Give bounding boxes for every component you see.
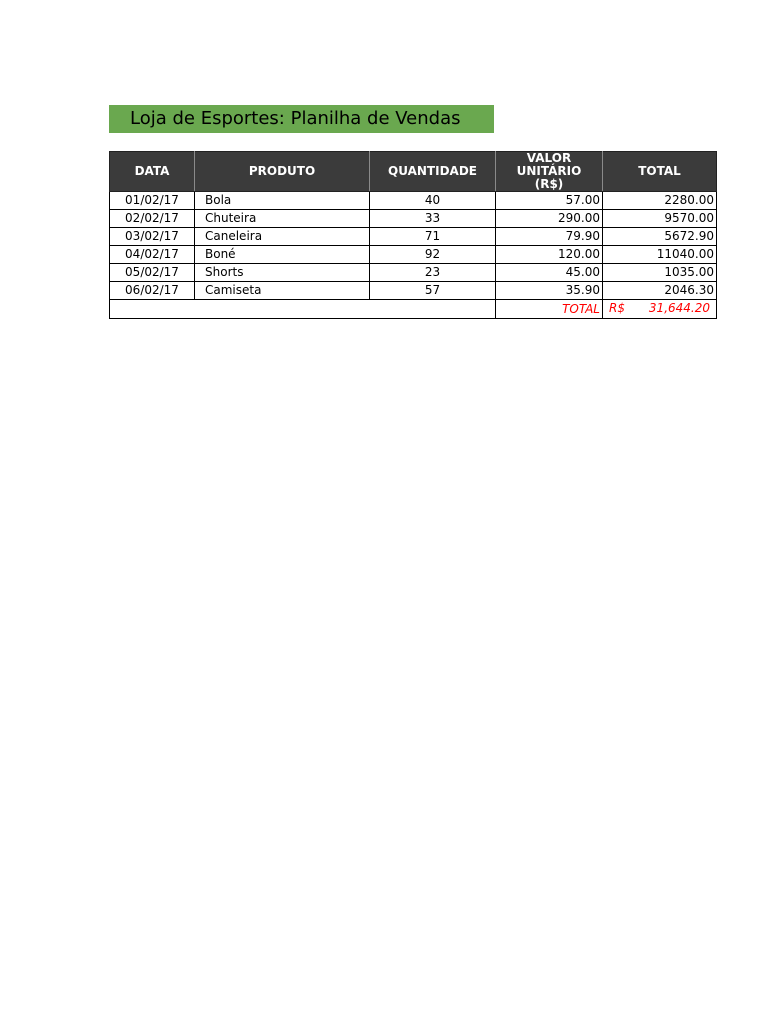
cell-produto[interactable]: Chuteira [195,210,370,228]
cell-valor-unitario[interactable]: 290.00 [496,210,603,228]
header-valor-unitario-line1: VALOR UNITÁRIO [516,151,582,178]
cell-total[interactable]: 2280.00 [603,192,717,210]
cell-produto[interactable]: Shorts [195,264,370,282]
cell-valor-unitario[interactable]: 35.90 [496,282,603,300]
cell-quantidade[interactable]: 57 [370,282,496,300]
cell-valor-unitario[interactable]: 45.00 [496,264,603,282]
cell-quantidade[interactable]: 71 [370,228,496,246]
table-row [110,282,717,300]
cell-total[interactable]: 1035.00 [603,264,717,282]
summary-blank-cell[interactable] [110,300,496,319]
grand-total-currency: R$ [609,301,625,315]
cell-quantidade[interactable]: 33 [370,210,496,228]
sheet-title: Loja de Esportes: Planilha de Vendas [109,105,494,133]
cell-produto[interactable]: Caneleira [195,228,370,246]
cell-total[interactable]: 2046.30 [603,282,717,300]
table-row [110,228,717,246]
cell-data[interactable]: 05/02/17 [110,264,195,282]
table-row [110,246,717,264]
cell-produto[interactable]: Camiseta [195,282,370,300]
summary-row [110,300,717,319]
cell-total[interactable]: 11040.00 [603,246,717,264]
cell-produto[interactable]: Bola [195,192,370,210]
header-data: DATA [110,152,195,192]
cell-quantidade[interactable]: 92 [370,246,496,264]
table-row [110,210,717,228]
cell-quantidade[interactable]: 40 [370,192,496,210]
header-produto: PRODUTO [195,152,370,192]
table-header-row [110,152,717,192]
table-row [110,264,717,282]
cell-data[interactable]: 03/02/17 [110,228,195,246]
header-valor-unitario-line2: (R$) [534,177,564,191]
cell-quantidade[interactable]: 23 [370,264,496,282]
grand-total-value[interactable] [603,300,717,319]
grand-total-amount: 31,644.20 [648,301,710,315]
cell-total[interactable]: 9570.00 [603,210,717,228]
header-total: TOTAL [603,152,717,192]
cell-valor-unitario[interactable]: 57.00 [496,192,603,210]
cell-data[interactable]: 02/02/17 [110,210,195,228]
cell-total[interactable]: 5672.90 [603,228,717,246]
table-row [110,192,717,210]
sales-table [109,151,717,319]
cell-data[interactable]: 06/02/17 [110,282,195,300]
cell-data[interactable]: 01/02/17 [110,192,195,210]
header-valor-unitario [496,152,603,192]
cell-valor-unitario[interactable]: 120.00 [496,246,603,264]
cell-produto[interactable]: Boné [195,246,370,264]
cell-data[interactable]: 04/02/17 [110,246,195,264]
cell-valor-unitario[interactable]: 79.90 [496,228,603,246]
grand-total-label[interactable]: TOTAL [496,300,603,319]
header-quantidade: QUANTIDADE [370,152,496,192]
